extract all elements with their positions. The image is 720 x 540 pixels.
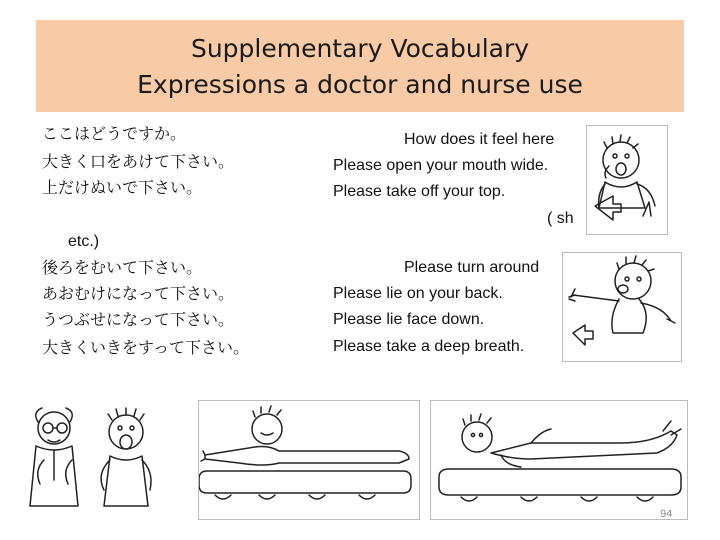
boy-turning-around-illustration xyxy=(562,252,682,362)
jp-phrase-turn-around: 後ろをむいて下さい。 xyxy=(42,258,203,277)
etc-note: etc.) xyxy=(68,233,100,250)
jp-phrase-lie-face-down: うつぶせになって下さい。 xyxy=(42,310,235,329)
en-phrase-turn-around: Please turn around xyxy=(404,259,540,276)
jp-phrase-open-mouth: 大きく口をあけて下さい。 xyxy=(42,152,235,171)
doctor-and-patient-illustration xyxy=(14,400,184,518)
jp-phrase-here: ここはどうですか。 xyxy=(42,124,187,143)
slide-subtitle: Expressions a doctor and nurse use xyxy=(137,70,583,99)
boy-open-mouth-illustration xyxy=(586,125,668,235)
en-phrase-how-does-it-feel: How does it feel here xyxy=(404,131,555,148)
patient-lying-on-back-illustration xyxy=(430,400,688,520)
en-phrase-open-mouth: Please open your mouth wide. xyxy=(333,157,549,174)
en-note-sh: ( sh xyxy=(547,210,574,227)
jp-phrase-deep-breath: 大きくいきをすって下さい。 xyxy=(42,338,250,357)
jp-phrase-lie-on-back: あおむけになって下さい。 xyxy=(42,284,235,303)
en-phrase-lie-on-back: Please lie on your back. xyxy=(333,285,503,302)
en-phrase-lie-face-down: Please lie face down. xyxy=(333,311,485,328)
en-phrase-deep-breath: Please take a deep breath. xyxy=(333,338,525,355)
patient-lying-face-down-illustration xyxy=(198,400,420,520)
slide-title: Supplementary Vocabulary xyxy=(190,34,530,63)
page-number: 94 xyxy=(660,508,673,520)
title-banner xyxy=(36,20,684,112)
en-phrase-take-off-top: Please take off your top. xyxy=(333,183,506,200)
jp-phrase-take-off-top: 上だけぬいで下さい。 xyxy=(42,178,203,197)
